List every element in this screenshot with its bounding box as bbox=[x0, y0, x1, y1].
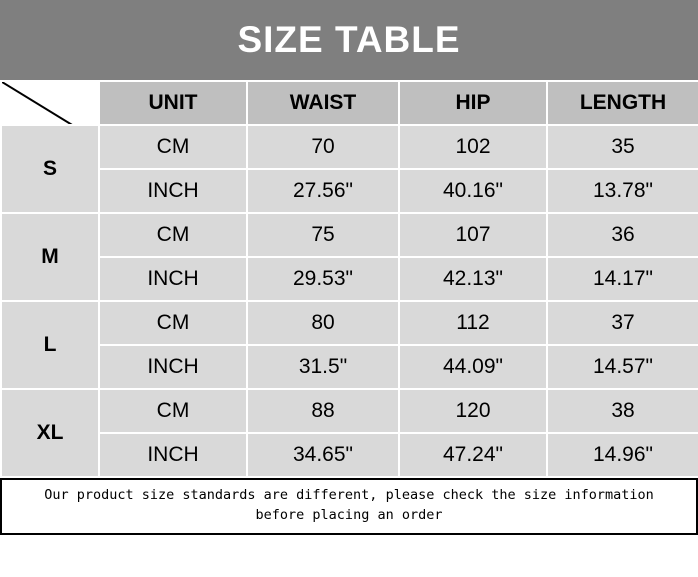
waist-cm-l: 80 bbox=[247, 301, 399, 345]
table-row bbox=[1, 213, 698, 257]
length-inch-m: 14.17" bbox=[547, 257, 698, 301]
hip-cm-s: 102 bbox=[399, 125, 547, 169]
table-row bbox=[1, 433, 698, 477]
size-table bbox=[0, 80, 698, 478]
table-row bbox=[1, 169, 698, 213]
size-note-line-1: Our product size standards are different, please check the size information bbox=[44, 487, 654, 503]
column-header-length: LENGTH bbox=[547, 81, 698, 125]
length-cm-l: 37 bbox=[547, 301, 698, 345]
unit-cell-cm: CM bbox=[99, 125, 247, 169]
table-header-row bbox=[1, 81, 698, 125]
length-inch-s: 13.78" bbox=[547, 169, 698, 213]
size-label-l: L bbox=[1, 301, 99, 389]
waist-inch-xl: 34.65" bbox=[247, 433, 399, 477]
hip-cm-m: 107 bbox=[399, 213, 547, 257]
length-cm-m: 36 bbox=[547, 213, 698, 257]
column-header-unit: UNIT bbox=[99, 81, 247, 125]
title-bar bbox=[0, 0, 698, 80]
column-header-waist: WAIST bbox=[247, 81, 399, 125]
size-note bbox=[0, 478, 698, 535]
waist-cm-s: 70 bbox=[247, 125, 399, 169]
waist-inch-s: 27.56" bbox=[247, 169, 399, 213]
table-row bbox=[1, 345, 698, 389]
waist-inch-m: 29.53" bbox=[247, 257, 399, 301]
hip-cm-l: 112 bbox=[399, 301, 547, 345]
table-row bbox=[1, 257, 698, 301]
table-row bbox=[1, 125, 698, 169]
column-header-hip: HIP bbox=[399, 81, 547, 125]
table-row bbox=[1, 301, 698, 345]
length-inch-l: 14.57" bbox=[547, 345, 698, 389]
unit-cell-inch: INCH bbox=[99, 257, 247, 301]
corner-cell bbox=[1, 81, 99, 125]
size-label-xl: XL bbox=[1, 389, 99, 477]
unit-cell-cm: CM bbox=[99, 301, 247, 345]
hip-inch-s: 40.16" bbox=[399, 169, 547, 213]
waist-cm-m: 75 bbox=[247, 213, 399, 257]
unit-cell-cm: CM bbox=[99, 389, 247, 433]
hip-inch-l: 44.09" bbox=[399, 345, 547, 389]
hip-inch-m: 42.13" bbox=[399, 257, 547, 301]
waist-cm-xl: 88 bbox=[247, 389, 399, 433]
footer-spacer bbox=[0, 535, 698, 557]
unit-cell-inch: INCH bbox=[99, 345, 247, 389]
size-label-m: M bbox=[1, 213, 99, 301]
page-title: SIZE TABLE bbox=[237, 19, 461, 60]
hip-cm-xl: 120 bbox=[399, 389, 547, 433]
unit-cell-inch: INCH bbox=[99, 433, 247, 477]
length-cm-xl: 38 bbox=[547, 389, 698, 433]
unit-cell-cm: CM bbox=[99, 213, 247, 257]
length-cm-s: 35 bbox=[547, 125, 698, 169]
size-note-line-2: before placing an order bbox=[255, 506, 443, 523]
hip-inch-xl: 47.24" bbox=[399, 433, 547, 477]
length-inch-xl: 14.96" bbox=[547, 433, 698, 477]
waist-inch-l: 31.5" bbox=[247, 345, 399, 389]
unit-cell-inch: INCH bbox=[99, 169, 247, 213]
size-label-s: S bbox=[1, 125, 99, 213]
table-row bbox=[1, 389, 698, 433]
diagonal-divider-icon bbox=[2, 82, 98, 124]
